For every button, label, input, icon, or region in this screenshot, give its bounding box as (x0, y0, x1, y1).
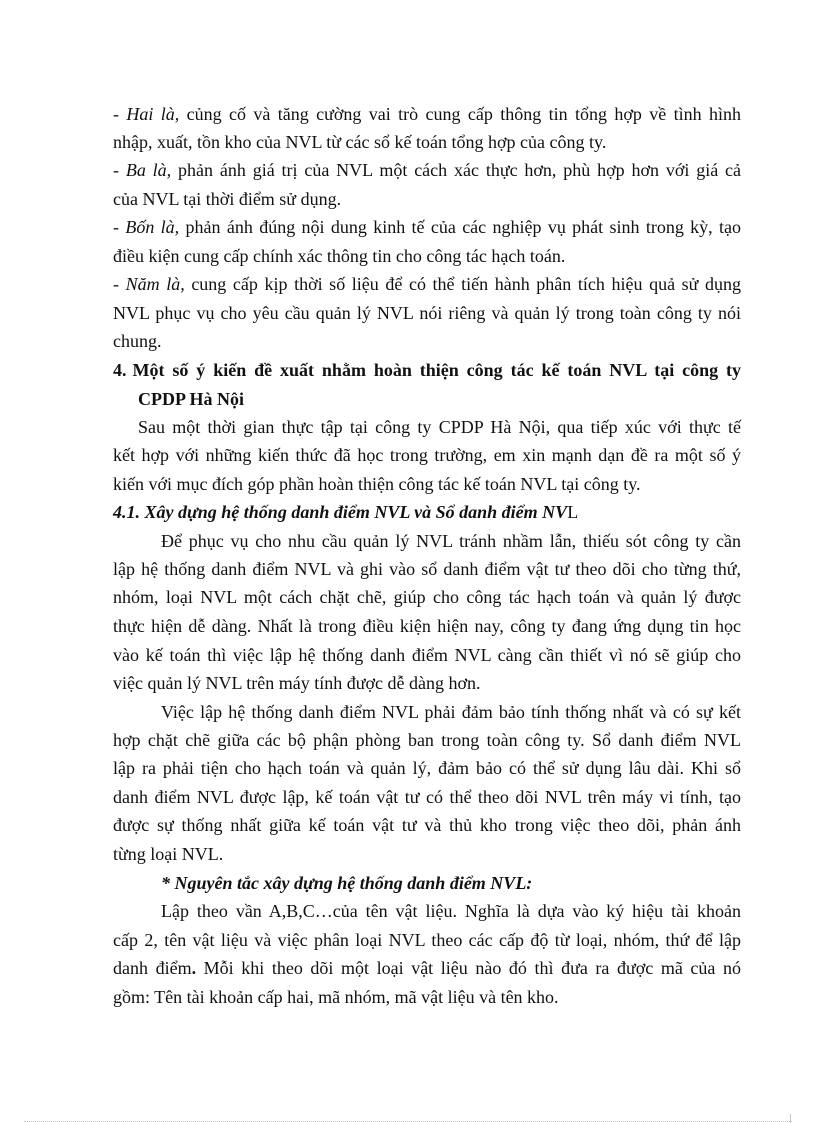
item-2-lead: Hai là, (126, 104, 180, 124)
section-4-title-line-2: CPDP Hà Nội (138, 389, 244, 409)
section-4-number: 4. (113, 360, 127, 380)
item-5-lead: Năm là, (125, 274, 185, 294)
item-3-lead: Ba là, (125, 160, 172, 180)
item-4-line-1: - Bốn là, phản ánh đúng nội dung kinh tế của các nghiệp vụ phát sinh trong kỳ, tạo (113, 217, 742, 237)
paragraph-1-line-4: thực hiện dễ dàng. Nhất là trong điều kiện hiện nay, công ty đang ứng dụng tin học (113, 616, 741, 636)
paragraph-2-line-1: Việc lập hệ thống danh điểm NVL phải đảm bảo tính thống nhất và có sự kết (161, 702, 741, 722)
item-4-line-2: điều kiện cung cấp chính xác thông tin cho công tác hạch toán. (113, 246, 566, 266)
paragraph-2-line-3: lập ra phải tiện cho hạch toán và quản lý, đảm bảo có thể sử dụng lâu dài. Khi sổ (113, 758, 741, 778)
item-3-line-2: của NVL tại thời điểm sử dụng. (113, 189, 342, 209)
paragraph-2-line-4: danh điểm NVL được lập, kế toán vật tư có thể theo dõi NVL trên máy vi tính, tạo (113, 787, 741, 807)
paragraph-1-line-6: việc quản lý NVL trên máy tính được dễ dàng hơn. (113, 673, 481, 693)
paragraph-2-line-5: được sự thống nhất giữa kế toán vật tư và thủ kho trong việc theo dõi, phản ánh (113, 815, 741, 835)
paragraph-1-line-2: lập hệ thống danh điểm NVL và ghi vào sổ danh điểm vật tư theo dõi cho từng thứ, (113, 559, 741, 579)
item-2-line-1: - Hai là, củng cố và tăng cường vai trò cung cấp thông tin tổng hợp về tình hình (113, 104, 741, 124)
item-5-line-1: - Năm là, cung cấp kịp thời số liệu để có thể tiến hành phân tích hiệu quả sử dụng (113, 274, 742, 294)
paragraph-3-line-2: cấp 2, tên vật liệu và việc phân loại NVL theo các cấp độ từ loại, nhóm, thứ để lập (113, 930, 741, 950)
paragraph-1-line-5: vào kế toán thì việc lập hệ thống danh điểm NVL càng cần thiết vì nó sẽ giúp cho (113, 645, 741, 665)
paragraph-1-line-3: nhóm, loại NVL một cách chặt chẽ, giúp cho công tác hạch toán và quản lý được (113, 587, 741, 607)
paragraph-3-line-4: gồm: Tên tài khoản cấp hai, mã nhóm, mã vật liệu và tên kho. (113, 987, 559, 1007)
intro-line-3: kiến với mục đích góp phần hoàn thiện công tác kế toán NVL tại công ty. (113, 474, 641, 494)
paragraph-3-line-1: Lập theo vần A,B,C…của tên vật liệu. Nghĩa là dựa vào ký hiệu tài khoản (161, 901, 741, 921)
page-bottom-divider (24, 1121, 792, 1122)
paragraph-2-line-6: từng loại NVL. (113, 844, 224, 864)
item-4-lead: Bốn là, (125, 217, 180, 237)
item-5-line-3: chung. (113, 331, 162, 351)
item-2-line-2: nhập, xuất, tồn kho của NVL từ các sổ kế toán tổng hợp của công ty. (113, 132, 607, 152)
paragraph-2-line-2: hợp chặt chẽ giữa các bộ phận phòng ban trong toàn công ty. Sổ danh điểm NVL (113, 730, 741, 750)
item-3-line-1: - Ba là, phản ánh giá trị của NVL một cách xác thực hơn, phù hợp hơn với giá cả (113, 160, 741, 180)
principle-heading: * Nguyên tắc xây dựng hệ thống danh điểm NVL: (161, 873, 533, 893)
page-corner-mark (790, 1114, 791, 1123)
item-5-line-2: NVL phục vụ cho yêu cầu quản lý NVL nói riêng và quản lý trong toàn công ty nói (113, 303, 741, 323)
intro-line-1: Sau một thời gian thực tập tại công ty CPDP Hà Nội, qua tiếp xúc với thực tế (138, 417, 741, 437)
intro-line-2: kết hợp với những kiến thức đã học trong trường, em xin mạnh dạn đề ra một số ý (113, 445, 741, 465)
section-4-title-line-1: 4. Một số ý kiến đề xuất nhằm hoàn thiện công tác kế toán NVL tại công ty (113, 360, 741, 380)
paragraph-3-line-3: danh điểm. Mỗi khi theo dõi một loại vật liệu nào đó thì đưa ra được mã của nó (113, 958, 741, 978)
subsection-4-1-title: 4.1. Xây dựng hệ thống danh điểm NVL và Sổ danh điểm NVL (113, 502, 579, 522)
paragraph-1-line-1: Để phục vụ cho nhu cầu quản lý NVL tránh nhầm lẫn, thiếu sót công ty cần (161, 531, 741, 551)
